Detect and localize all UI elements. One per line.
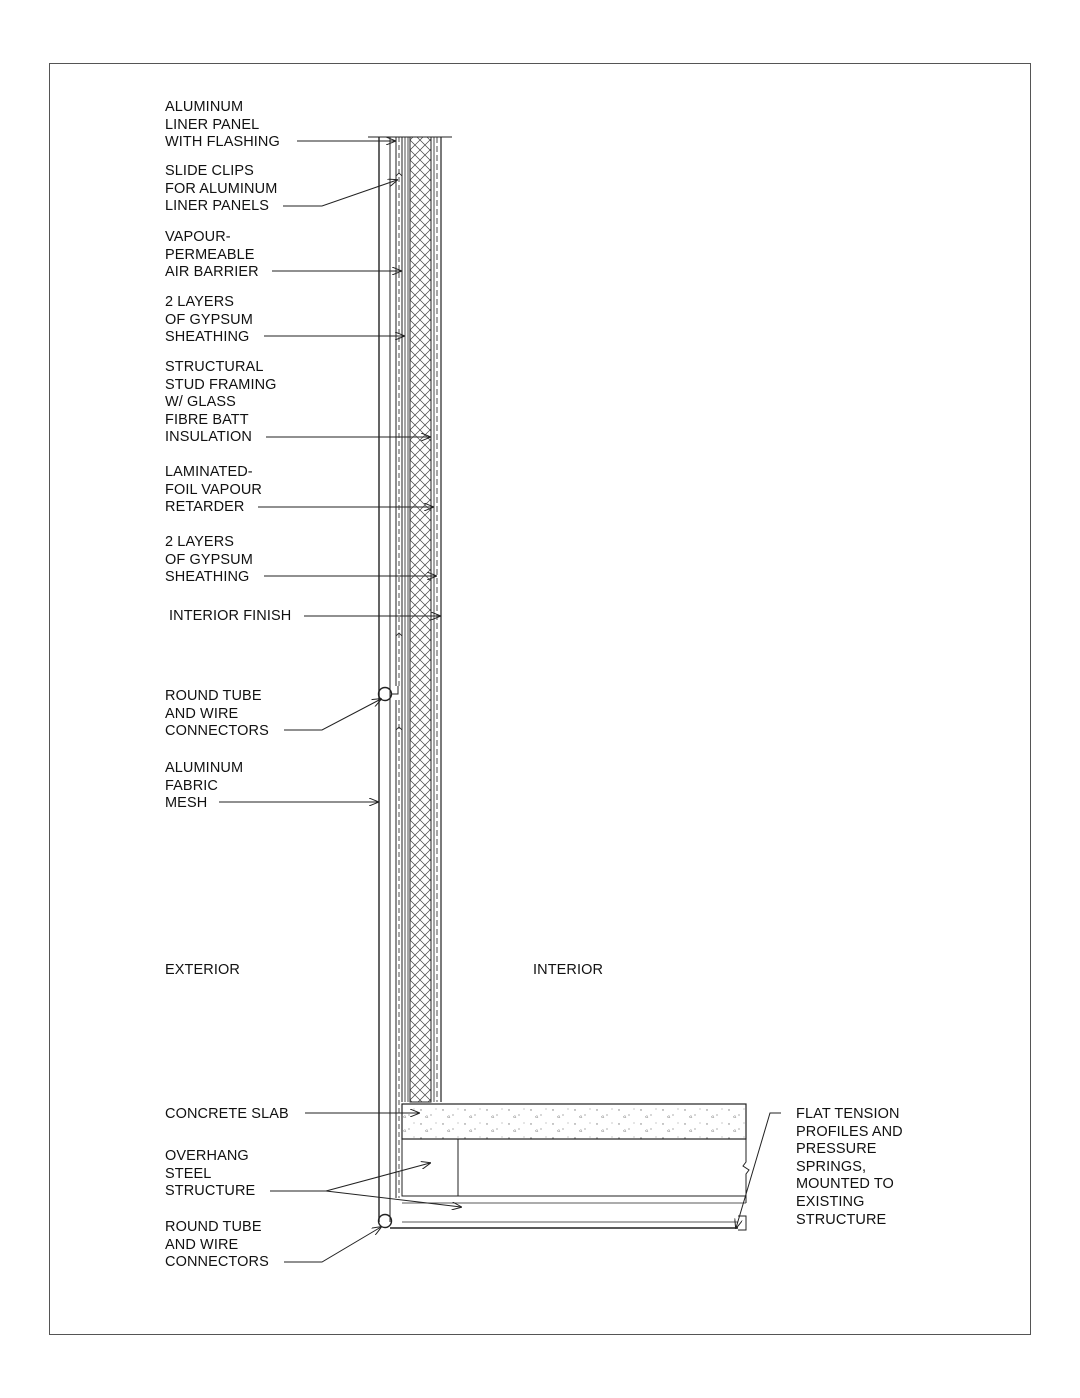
label-tension-profiles: FLAT TENSION PROFILES AND PRESSURE SPRINGS, MOUNTED TO EXISTING STRUCTURE bbox=[796, 1106, 903, 1228]
overhang-steel-structure bbox=[390, 1139, 749, 1230]
round-tube-upper bbox=[379, 686, 399, 701]
label-vapour-retarder: LAMINATED- FOIL VAPOUR RETARDER bbox=[165, 464, 262, 516]
label-tube-connectors-lower: ROUND TUBE AND WIRE CONNECTORS bbox=[165, 1219, 269, 1271]
label-interior: INTERIOR bbox=[533, 962, 604, 978]
leader-lines bbox=[219, 141, 781, 1262]
inner-gypsum-layers bbox=[434, 137, 441, 1102]
label-tube-connectors-upper: ROUND TUBE AND WIRE CONNECTORS bbox=[165, 688, 269, 740]
label-air-barrier: VAPOUR- PERMEABLE AIR BARRIER bbox=[165, 229, 259, 281]
label-gypsum-outer: 2 LAYERS OF GYPSUM SHEATHING bbox=[165, 294, 253, 346]
label-gypsum-inner: 2 LAYERS OF GYPSUM SHEATHING bbox=[165, 534, 253, 586]
label-concrete-slab: CONCRETE SLAB bbox=[165, 1106, 289, 1122]
label-interior-finish: INTERIOR FINISH bbox=[169, 608, 292, 624]
label-steel-structure: OVERHANG STEEL STRUCTURE bbox=[165, 1148, 256, 1200]
batt-insulation bbox=[410, 137, 431, 1102]
aluminum-fabric-mesh bbox=[379, 137, 390, 1222]
liner-panel-layers bbox=[396, 137, 408, 1198]
label-stud-framing: STRUCTURAL STUD FRAMING W/ GLASS FIBRE BATT INSULATION bbox=[165, 359, 277, 446]
label-exterior: EXTERIOR bbox=[165, 962, 240, 978]
label-liner-panel: ALUMINUM LINER PANEL WITH FLASHING bbox=[165, 99, 280, 151]
concrete-slab bbox=[402, 1104, 746, 1139]
label-fabric-mesh: ALUMINUM FABRIC MESH bbox=[165, 760, 244, 812]
label-slide-clips: SLIDE CLIPS FOR ALUMINUM LINER PANELS bbox=[165, 163, 278, 215]
